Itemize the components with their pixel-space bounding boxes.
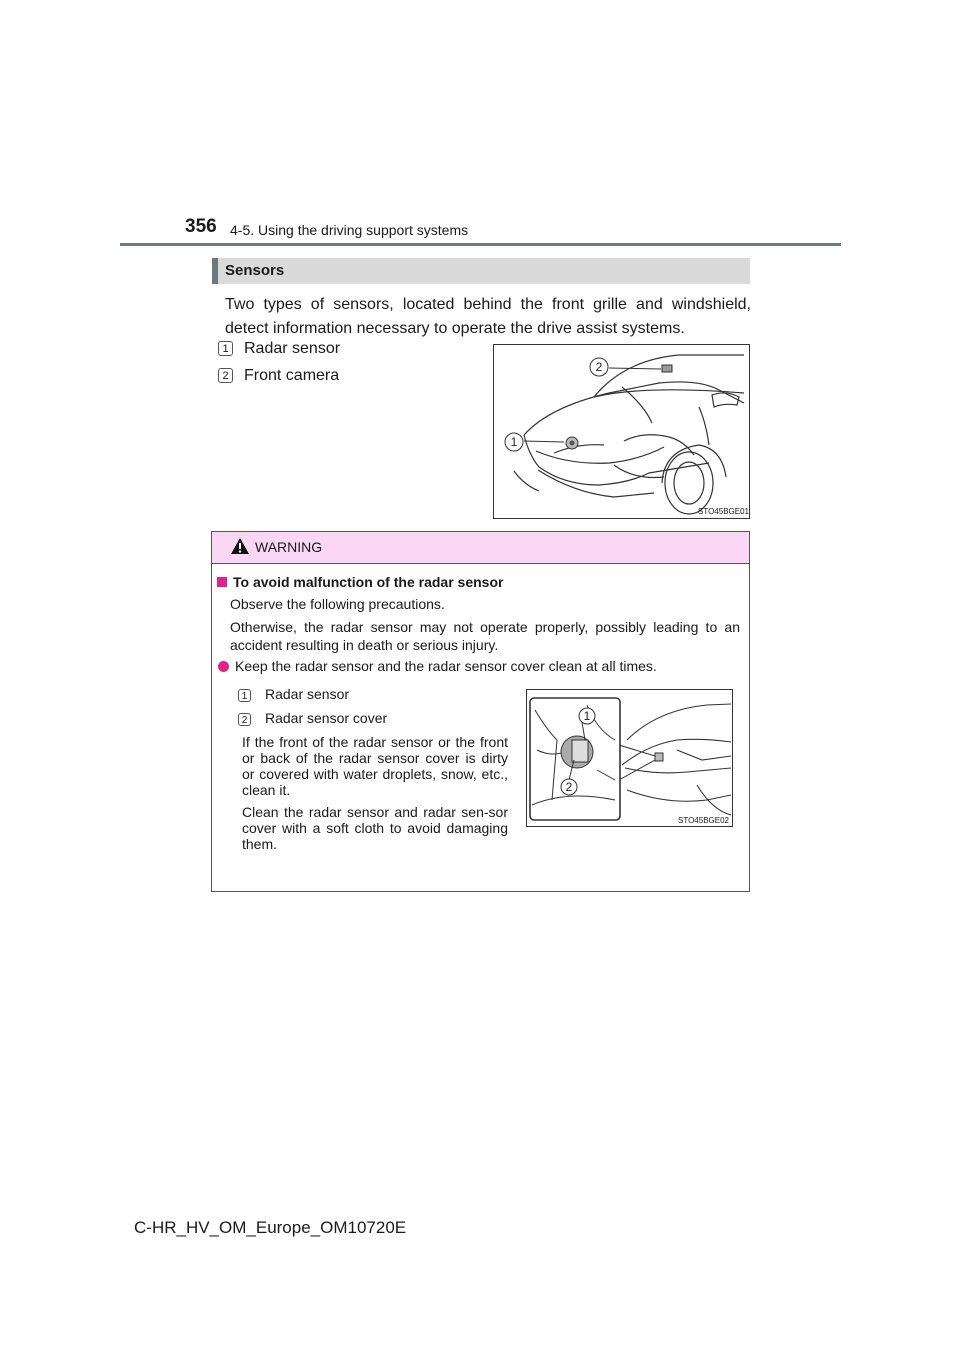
callout-label: Radar sensor cover: [265, 710, 388, 726]
header-divider: [120, 243, 841, 246]
car-front-illustration: [494, 345, 749, 518]
round-bullet-icon: [218, 661, 229, 672]
callout-radar-sensor-cover: [238, 710, 387, 726]
radar-closeup-illustration: [527, 690, 732, 826]
callout-radar-sensor: [218, 340, 340, 358]
warning-label: WARNING: [255, 539, 323, 555]
cleaning-paragraph: If the front of the radar sensor or the front or back of the radar sensor cover is dirty or covered with water droplets, snow, etc., clean it.: [242, 734, 508, 798]
callout-number: 2: [238, 713, 251, 726]
warning-header: [212, 532, 749, 564]
figure-code: STO45BGE02: [678, 816, 729, 825]
callout-number: 2: [218, 368, 233, 383]
callout-label: Radar sensor: [265, 686, 350, 702]
svg-text:2: 2: [565, 780, 573, 794]
sensor-location-figure: [493, 344, 750, 519]
sensors-heading: [212, 258, 750, 284]
callout-number: 1: [238, 689, 251, 702]
warning-title: [217, 574, 503, 590]
document-id: C-HR_HV_OM_Europe_OM10720E: [134, 1218, 407, 1237]
sensors-intro: Two types of sensors, located behind the front grille and windshield, detect information necessary to operate the drive assist systems.: [225, 296, 751, 337]
radar-sensor-figure: [526, 689, 733, 827]
heading-bar: [212, 258, 218, 284]
warning-box: [211, 531, 750, 892]
figure-code: STO45BGE01: [698, 507, 749, 516]
callout-radar-sensor: [238, 686, 349, 702]
warning-bullet-text: Keep the radar sensor and the radar sensor cover clean at all times.: [235, 658, 657, 674]
sensors-heading-label: Sensors: [225, 262, 285, 279]
callout-front-camera: [218, 367, 339, 385]
page-number: 356: [185, 216, 217, 237]
warning-bullet: [218, 658, 657, 674]
svg-text:1: 1: [510, 435, 518, 449]
warning-icon: [230, 537, 250, 555]
square-bullet-icon: [217, 577, 227, 587]
svg-text:1: 1: [583, 709, 591, 723]
section-title: 4-5. Using the driving support systems: [230, 222, 469, 238]
callout-label: Radar sensor: [244, 340, 341, 357]
warning-paragraph: Otherwise, the radar sensor may not operate properly, possibly leading to an accident resulting in death or serious injury.: [230, 619, 740, 653]
svg-text:2: 2: [595, 360, 603, 374]
callout-label: Front camera: [244, 367, 340, 384]
cleaning-paragraph: Clean the radar sensor and radar sen-sor cover with a soft cloth to avoid damaging them.: [242, 804, 508, 852]
warning-paragraph: Observe the following precautions.: [230, 596, 445, 612]
warning-title-text: To avoid malfunction of the radar sensor: [233, 574, 504, 590]
callout-number: 1: [218, 341, 233, 356]
